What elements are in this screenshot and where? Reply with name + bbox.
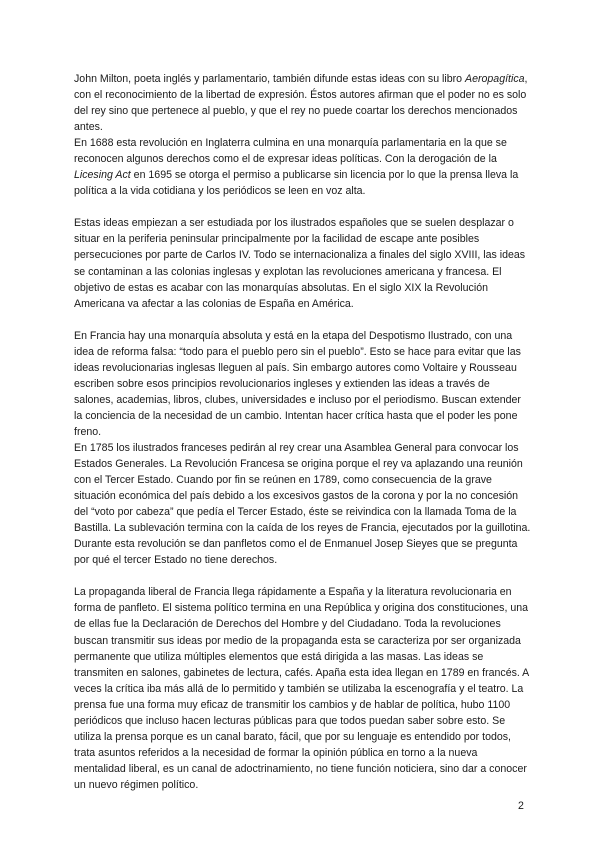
- paragraph-text-run: , con el reconocimiento de la libertad de expresión. Éstos autores afirman que el poder no es solo del rey sino que pertenece al pueblo, y que el rey no puede coartar los derechos mencionados antes.: [74, 73, 528, 134]
- paragraph-1688-revolution: [74, 135, 532, 199]
- paragraph-text-run: La propaganda liberal de Francia llega rápidamente a España y la literatura revolucionaria en forma de panfleto. El sistema político termina en una República y origina dos constituciones, una de ellas fue la Declaración de Derechos del Hombre y del Ciudadano. Toda la revoluciones buscan transmitir sus ideas por medio de la propaganda esta se caracteriza por ser organizada permanente que utiliza múltiples elementos que está dirigida a las masas. Las ideas se transmiten en salones, gabinetes de lectura, cafés. Apaña esta idea llegan en 1789 en francés. A veces la crítica iba más allá de lo permitido y también se utilizaba la escenografía y el teatro. La prensa fue una forma muy eficaz de transmitir los cambios y de hablar de política, hubo 1100 periódicos que incluso hacen lecturas públicas para que todos puedan saber sobre esto. Se utiliza la prensa porque es un canal barato, fácil, que por su lenguaje es entendido por todos, trata asuntos referidos a la necesidad de formar la opinión pública en torno a la nueva mentalidad liberal, es un canal de adoctrinamiento, no tiene función noticiera, sino dar a conocer un nuevo régimen político.: [74, 586, 529, 791]
- paragraph-liberal-propaganda: [74, 584, 532, 793]
- paragraph-text-run: En 1785 los ilustrados franceses pedirán al rey crear una Asamblea General para convocar los Estados Generales. La Revolución Francesa se origina porque el rey va aplazando una reunión con el Tercer Estado. Cuando por fin se reúnen en 1789, como consecuencia de la grave situación económica del país debido a los excesivos gastos de la corona y por la no concesión del “voto por cabeza” que pedía el Tercer Estado, éste se reivindica con la llamada Toma de la Bastilla. La sublevación termina con la caída de los reyes de Francia, ejecutados por la guillotina. Durante esta revolución se dan panfletos como el de Enmanuel Josep Sieyes que se pregunta por qué el tercer Estado no tiene derechos.: [74, 441, 531, 567]
- paragraph-text-run: en 1695 se otorga el permiso a publicarse sin licencia por lo que la prensa lleva la política a la vida cotidiana y los periódicos se leen en voz alta.: [74, 169, 519, 198]
- italic-title-text: Aeropagítica: [465, 73, 525, 85]
- paragraph-spanish-illustrated: [74, 215, 532, 311]
- paragraph-french-revolution: [74, 440, 532, 568]
- paragraph-gap: [74, 199, 532, 215]
- italic-title-text: Licesing Act: [74, 169, 131, 182]
- paragraph-gap: [74, 568, 532, 584]
- paragraph-gap: [74, 312, 532, 328]
- paragraph-text-run: John Milton, poeta inglés y parlamentario, también difunde estas ideas con su libro: [74, 73, 466, 85]
- paragraph-text-run: Estas ideas empiezan a ser estudiada por los ilustrados españoles que se suelen desplazar o situar en la periferia peninsular principalmente por la facilidad de escape ante posibles persecuciones por parte de Carlos IV. Todo se internacionaliza a finales del siglo XVIII, las ideas se contaminan a las colonias inglesas y explotan las revoluciones americana y francesa. El objetivo de estas es acabar con las monarquías absolutas. En el siglo XIX la Revolución Americana va afectar a las colonias de España en América.: [74, 217, 526, 310]
- paragraph-text-run: En Francia hay una monarquía absoluta y está en la etapa del Despotismo Ilustrado, con una idea de reforma falsa: “todo para el pueblo pero sin el pueblo”. Esto se hace para evitar que las ideas revolucionarias inglesas lleguen al país. Sin embargo autores como Voltaire y Rousseau escriben sobre esos principios revolucionarios ingleses y extienden las ideas a través de salones, academias, libros, clubes, universidades e incluso por el periodismo. Buscan extender la conciencia de la necesidad de un cambio. Intentan hacer crítica hasta que el poder les pone freno.: [74, 329, 521, 438]
- paragraph-text-run: En 1688 esta revolución en Inglaterra culmina en una monarquía parlamentaria en la que se reconocen algunos derechos como el de expresar ideas políticas. Con la derogación de la: [74, 137, 507, 166]
- paragraph-france-despotism: [74, 328, 532, 440]
- paragraph-milton: [74, 71, 532, 135]
- page-number: 2: [518, 800, 524, 812]
- document-page: [74, 71, 532, 793]
